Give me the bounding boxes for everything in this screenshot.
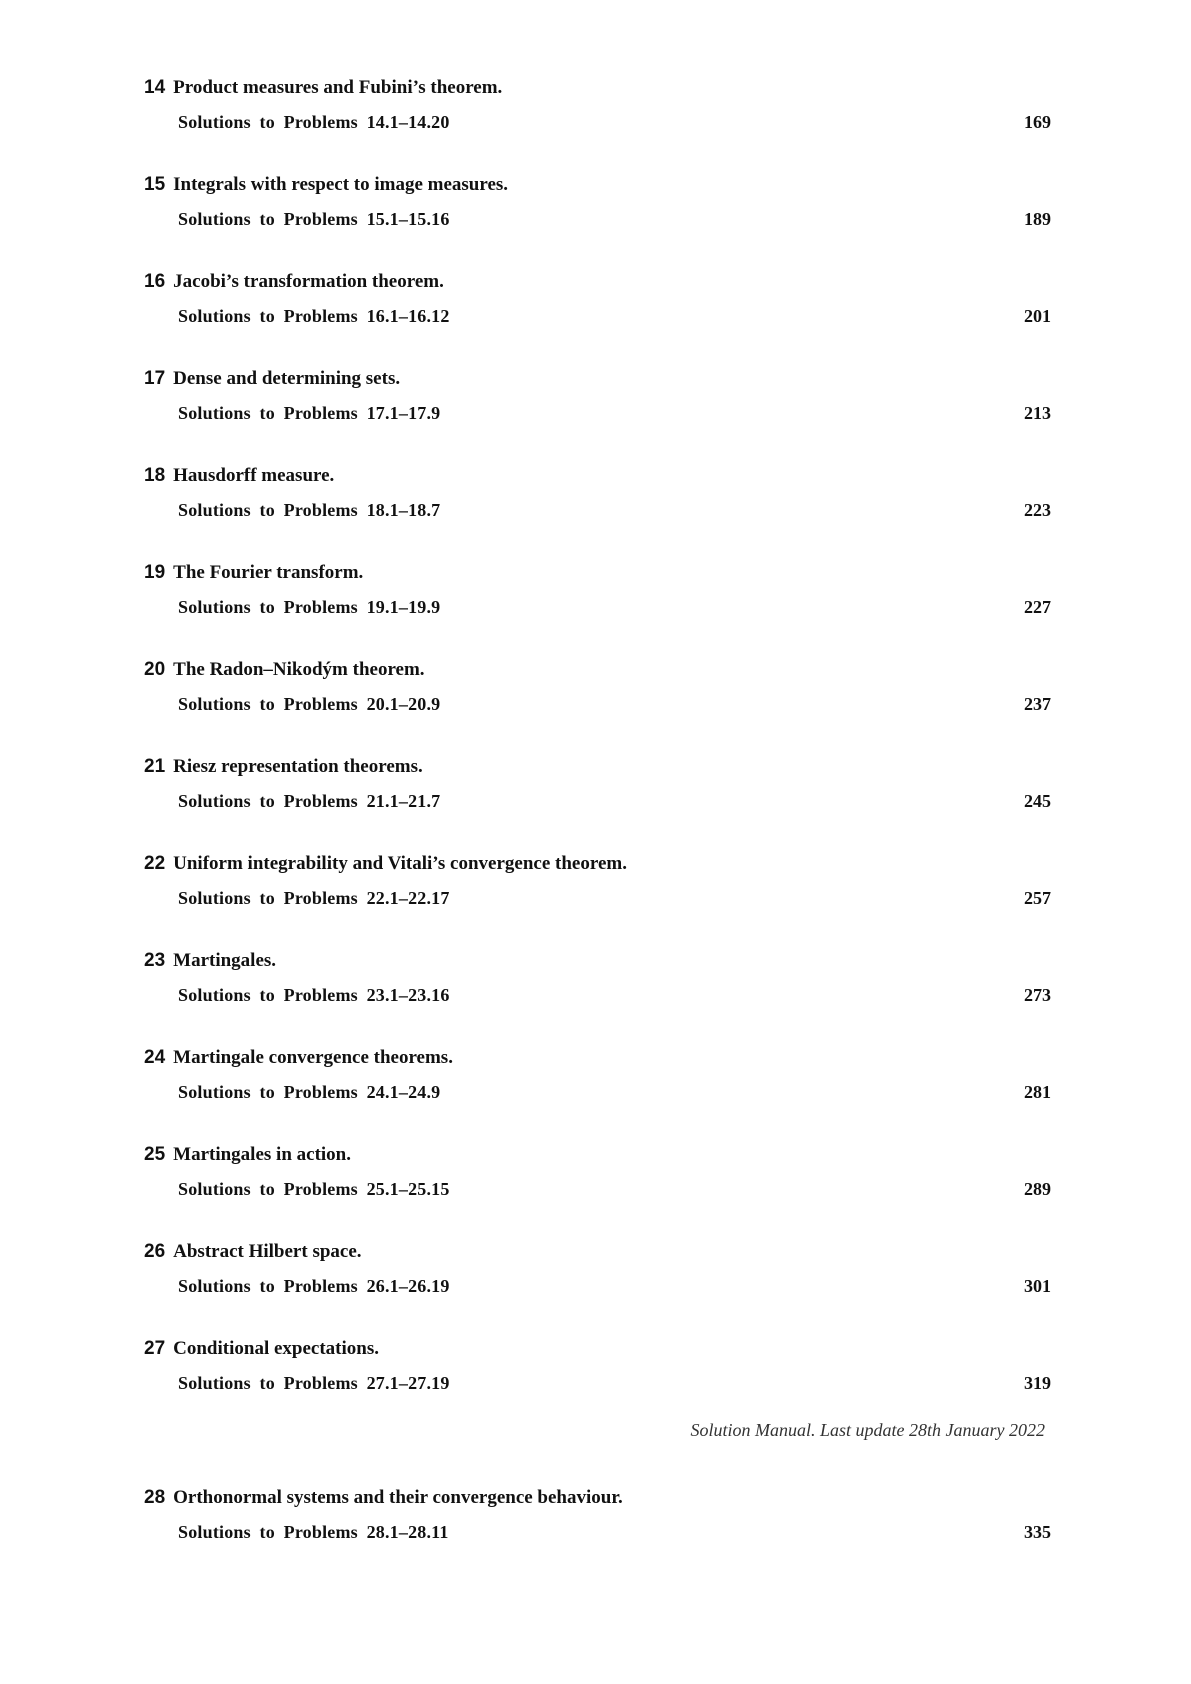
toc-entry-22 <box>0 852 1191 932</box>
chapter-heading <box>144 755 423 779</box>
toc-entry-28 <box>0 1486 1191 1566</box>
chapter-title[interactable]: Conditional expectations. <box>173 1338 379 1359</box>
chapter-number: 25 <box>144 1144 166 1165</box>
chapter-number: 18 <box>144 465 166 486</box>
solutions-link[interactable]: Solutions to Problems 25.1–25.15 <box>178 1179 450 1199</box>
chapter-title[interactable]: Abstract Hilbert space. <box>173 1241 362 1262</box>
solutions-line <box>178 1274 1191 1298</box>
toc-entry-27 <box>0 1337 1191 1417</box>
chapter-title[interactable]: Jacobi’s transformation theorem. <box>173 271 444 292</box>
solutions-line <box>178 401 1191 425</box>
chapter-title[interactable]: Martingales. <box>173 950 277 971</box>
solutions-link[interactable]: Solutions to Problems 17.1–17.9 <box>178 403 441 423</box>
solutions-line <box>178 304 1191 328</box>
chapter-heading <box>144 658 425 682</box>
page-number[interactable]: 227 <box>1024 597 1051 617</box>
solutions-link[interactable]: Solutions to Problems 22.1–22.17 <box>178 888 450 908</box>
chapter-title[interactable]: The Radon–Nikodým theorem. <box>173 659 425 680</box>
chapter-heading <box>144 852 627 876</box>
chapter-number: 17 <box>144 368 166 389</box>
solutions-line <box>178 110 1191 134</box>
chapter-heading <box>144 464 334 488</box>
solutions-link[interactable]: Solutions to Problems 19.1–19.9 <box>178 597 441 617</box>
chapter-title[interactable]: Martingales in action. <box>173 1144 351 1165</box>
chapter-number: 23 <box>144 950 166 971</box>
solutions-link[interactable]: Solutions to Problems 28.1–28.11 <box>178 1522 449 1542</box>
toc-entry-15 <box>0 173 1191 253</box>
chapter-title[interactable]: Product measures and Fubini’s theorem. <box>173 77 503 98</box>
solutions-line <box>178 983 1191 1007</box>
chapter-title[interactable]: Uniform integrability and Vitali’s convergence theorem. <box>173 853 627 874</box>
solutions-line <box>178 1520 1191 1544</box>
chapter-number: 28 <box>144 1487 166 1508</box>
chapter-number: 26 <box>144 1241 166 1262</box>
toc-entry-24 <box>0 1046 1191 1126</box>
chapter-heading <box>144 1337 379 1361</box>
page-number[interactable]: 223 <box>1024 500 1051 520</box>
chapter-heading <box>144 1143 351 1167</box>
toc-entry-21 <box>0 755 1191 835</box>
page-number[interactable]: 257 <box>1024 888 1051 908</box>
toc-entry-14 <box>0 76 1191 156</box>
page-number[interactable]: 289 <box>1024 1179 1051 1199</box>
solutions-link[interactable]: Solutions to Problems 24.1–24.9 <box>178 1082 441 1102</box>
toc-entry-20 <box>0 658 1191 738</box>
chapter-title[interactable]: Dense and determining sets. <box>173 368 401 389</box>
solutions-link[interactable]: Solutions to Problems 26.1–26.19 <box>178 1276 450 1296</box>
solutions-line <box>178 1371 1191 1395</box>
chapter-number: 15 <box>144 174 166 195</box>
chapter-heading <box>144 1240 362 1264</box>
toc-entry-19 <box>0 561 1191 641</box>
chapter-number: 21 <box>144 756 166 777</box>
solutions-line <box>178 1177 1191 1201</box>
chapter-heading <box>144 1046 453 1070</box>
solutions-link[interactable]: Solutions to Problems 18.1–18.7 <box>178 500 441 520</box>
toc-entry-26 <box>0 1240 1191 1320</box>
chapter-heading <box>144 173 508 197</box>
chapter-title[interactable]: The Fourier transform. <box>173 562 364 583</box>
toc-entry-18 <box>0 464 1191 544</box>
page-number[interactable]: 189 <box>1024 209 1051 229</box>
page-number[interactable]: 273 <box>1024 985 1051 1005</box>
update-note: Solution Manual. Last update 28th January 2022 <box>690 1420 1045 1440</box>
chapter-heading <box>144 561 363 585</box>
chapter-heading <box>144 1486 623 1510</box>
solutions-link[interactable]: Solutions to Problems 20.1–20.9 <box>178 694 441 714</box>
solutions-line <box>178 789 1191 813</box>
toc-entry-16 <box>0 270 1191 350</box>
page-number[interactable]: 245 <box>1024 791 1051 811</box>
chapter-title[interactable]: Hausdorff measure. <box>173 465 335 486</box>
page-number[interactable]: 281 <box>1024 1082 1051 1102</box>
solutions-line <box>178 498 1191 522</box>
page-number[interactable]: 201 <box>1024 306 1051 326</box>
chapter-heading <box>144 949 276 973</box>
page-number[interactable]: 301 <box>1024 1276 1051 1296</box>
solutions-line <box>178 692 1191 716</box>
page-number[interactable]: 237 <box>1024 694 1051 714</box>
chapter-number: 27 <box>144 1338 166 1359</box>
solutions-link[interactable]: Solutions to Problems 21.1–21.7 <box>178 791 441 811</box>
solutions-link[interactable]: Solutions to Problems 23.1–23.16 <box>178 985 450 1005</box>
toc-entry-25 <box>0 1143 1191 1223</box>
chapter-number: 22 <box>144 853 166 874</box>
page-number[interactable]: 335 <box>1024 1522 1051 1542</box>
solutions-line <box>178 1080 1191 1104</box>
toc-entry-23 <box>0 949 1191 1029</box>
chapter-number: 20 <box>144 659 166 680</box>
solutions-link[interactable]: Solutions to Problems 27.1–27.19 <box>178 1373 450 1393</box>
chapter-title[interactable]: Riesz representation theorems. <box>173 756 423 777</box>
chapter-number: 14 <box>144 77 166 98</box>
solutions-link[interactable]: Solutions to Problems 14.1–14.20 <box>178 112 450 132</box>
chapter-title[interactable]: Martingale convergence theorems. <box>173 1047 453 1068</box>
solutions-line <box>178 886 1191 910</box>
chapter-number: 24 <box>144 1047 166 1068</box>
page-number[interactable]: 319 <box>1024 1373 1051 1393</box>
solutions-line <box>178 207 1191 231</box>
solutions-line <box>178 595 1191 619</box>
toc-entry-17 <box>0 367 1191 447</box>
chapter-number: 19 <box>144 562 166 583</box>
chapter-heading <box>144 367 400 391</box>
chapter-title[interactable]: Orthonormal systems and their convergence behaviour. <box>173 1487 623 1508</box>
chapter-number: 16 <box>144 271 166 292</box>
page-number[interactable]: 169 <box>1024 112 1051 132</box>
chapter-heading <box>144 76 502 100</box>
solutions-link[interactable]: Solutions to Problems 16.1–16.12 <box>178 306 450 326</box>
solutions-link[interactable]: Solutions to Problems 15.1–15.16 <box>178 209 450 229</box>
chapter-title[interactable]: Integrals with respect to image measures. <box>173 174 509 195</box>
chapter-heading <box>144 270 444 294</box>
page-number[interactable]: 213 <box>1024 403 1051 423</box>
